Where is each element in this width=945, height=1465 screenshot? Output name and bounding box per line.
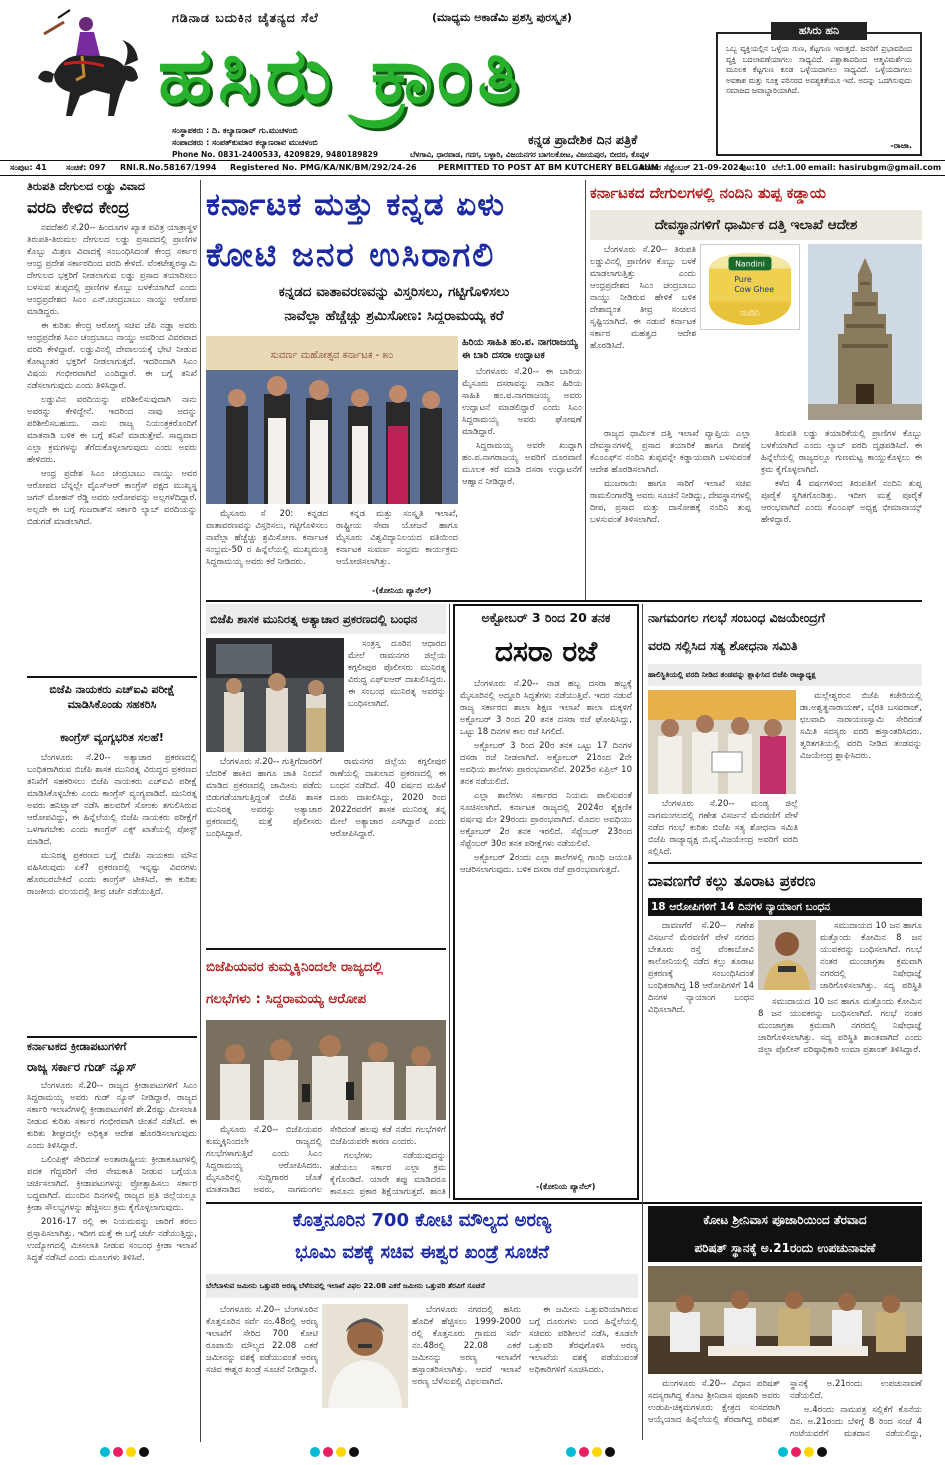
lead-side-body: [462, 366, 582, 584]
nagamangala-body: [648, 798, 798, 856]
ghee-para: ರಾಜ್ಯದ ಧಾರ್ಮಿಕ ದತ್ತಿ ಇಲಾಖೆ ವ್ಯಾಪ್ತಿಯ ಎಲ್ಲಾ ದೇವಸ್ಥಾನಗಳಲ್ಲಿ ಪ್ರಸಾದ ತಯಾರಿಕೆ ಹಾಗೂ ದೀಪಕ್ಕೆ ಕೆಎಂಎಫ್‌ನ ನಂದಿನಿ ತುಪ್ಪವನ್ನೇ ಕಡ್ಡಾಯವಾಗಿ ಬಳಸುವಂತೆ ಆದೇಶ ಹೊರಡಿಸಲಾಗಿದೆ.: [590, 429, 751, 475]
column-rule: [642, 604, 643, 1440]
lead-photo-banner: ಸುವರ್ಣ ಮಹೋತ್ಸವ ಕರ್ನಾಟಕ - ೫೦: [270, 350, 394, 361]
lead-side-para: ಬೆಂಗಳೂರು ಸೆ.20-- ಈ ಬಾರಿಯ ಮೈಸೂರು ದಸರಾವನ್ನು ನಾಡಿನ ಹಿರಿಯ ಸಾಹಿತಿ ಹಂ.ಪ.ನಾಗರಾಜಯ್ಯ ಅವರು ಉದ್ಘಾಟನೆ ಮಾಡಲಿದ್ದಾರೆ ಎಂದು ಸಿಎಂ ಸಿದ್ದರಾಮಯ್ಯ ಅವರು ಘೋಷಣೆ ಮಾಡಿದ್ದಾರೆ.: [462, 367, 582, 437]
registration-dot: [310, 1447, 320, 1457]
masthead: [0, 0, 945, 158]
riots-body: [206, 1124, 446, 1198]
dasara-para: ಬೆಂಗಳೂರು ಸೆ.20-- ನಾಡ ಹಬ್ಬ ದಸರಾ ಹಬ್ಬಕ್ಕೆ ಮೈಸೂರಿನಲ್ಲಿ ಅದ್ದೂರಿ ಸಿದ್ಧತೆಗಳು ನಡೆಯುತ್ತಿವೆ. ಇದರ ನಡುವೆ ರಾಜ್ಯ ಸರ್ಕಾರದ ಶಾಲಾ ಶಿಕ್ಷಣ ಇಲಾಖೆ ಶಾಲಾ ಮಕ್ಕಳಿಗೆ ಅಕ್ಟೋಬರ್ 3 ರಿಂದ 20 ತನಕ ದಸರಾ ರಜೆ ಘೋಷಿಸಿದ್ದು, ಒಟ್ಟು 18 ದಿನಗಳ ಕಾಲ ರಜೆ ಸಿಗಲಿದೆ.: [460, 679, 632, 737]
masthead-founder: ಸಂಸ್ಥಾಪಕರು : ದಿ. ಕಲ್ಯಾಣರಾವ್ ಗು.ಮುಚಳಂಬಿ: [172, 126, 298, 135]
registration-dot: [605, 1447, 615, 1457]
kota-para: ಅ.4ರಂದು ನಾಮಪತ್ರ ಸಲ್ಲಿಕೆಗೆ ಕೊನೆಯ ದಿನ. ಅ.21ರಂದು ಬೆಳಿಗ್ಗೆ 8 ರಿಂದ ಸಂಜೆ 4 ಗಂಟೆಯವರೆಗೆ ಮತದಾನ ನಡೆಯಲಿದ್ದು,: [790, 1405, 922, 1439]
kota-headline-2: ಪರಿಷತ್ ಸ್ಥಾನಕ್ಕೆ ಅ.21ರಂದು ಉಪಚುನಾವಣೆ: [648, 1234, 922, 1262]
lead-para: ಕನ್ನಡ ಮತ್ತು ಸಂಸ್ಕೃತಿ ಇಲಾಖೆ, ರಾಷ್ಟ್ರೀಯ ಸೇವಾ ಯೋಜನೆ ಹಾಗೂ ಮೈಸೂರು ವಿಶ್ವವಿದ್ಯಾನಿಲಯದ ವತಿಯಿಂದ ಕರ್ನಾಟಕ ಸುವರ್ಣ ಸಂಭ್ರಮ ಕಾರ್ಯಕ್ರಮ ಆಯೋಜಿಸಲಾಗಿತ್ತು.: [336, 509, 458, 567]
sports-body: [27, 1080, 197, 1440]
masthead-editor: ಸಂಪಾದಕರು : ಸಂಪತ್‌ಕುಮಾರ ಕಲ್ಯಾಣರಾವ ಮುಚಳಂಬಿ: [172, 138, 318, 147]
munirathna-para: ಸಂತ್ರಸ್ತ ದೂರಿನ ಆಧಾರದ ಮೇಲೆ ರಾಮನಗರ ಜಿಲ್ಲೆಯ ಕಗ್ಗಲೀಪುರ ಪೊಲೀಸರು ಮುನಿರತ್ನ ವಿರುದ್ಧ ಎಫ್‌ಐಆರ್ ದಾಖಲಿಸಿದ್ದರು. ಈ ಸಂಬಂಧ ಮುನಿರತ್ನ ಅವರನ್ನು ಬಂಧಿಸಲಾಗಿದೆ.: [348, 639, 446, 709]
davanagere-para: ಸಮುದಾಯದ 10 ಜನ ಹಾಗೂ ಮತ್ತೊಂದು ಕೋಮಿನ 8 ಜನ ಯುವಕರನ್ನು ಬಂಧಿಸಲಾಗಿದೆ. ಗಲಭೆ ನಂತರ ಮುಂಜಾಗ್ರತಾ ಕ್ರಮವಾಗಿ ನಗರದಲ್ಲಿ ನಿಷೇಧಾಜ್ಞೆ ಜಾರಿಗೊಳಿಸಲಾಗಿತ್ತು. ಸದ್ಯ ಪರಿಸ್ಥಿತಿ ಶಾಂತವಾಗಿದೆ ಎಂದು ಜಿಲ್ಲಾ ಪೊಲೀಸ್ ವರಿಷ್ಠಾಧಿಕಾರಿ ಉಮಾ ಪ್ರಶಾಂತ್ ತಿಳಿಸಿದ್ದಾರೆ.: [758, 997, 922, 1055]
masthead-districts: ಬೆಳಗಾವಿ, ಧಾರವಾಡ, ಗದಗ, ಬಳ್ಳಾರಿ, ವಿಜಯನಗರ ಬಾಗಲಕೋಟ, ವಿಜಯಪುರ, ಬೀದರ, ಕೊಪ್ಪಳ: [410, 150, 649, 159]
dasara-credit: -(ಕೋನಿಯ ಪ್ಯಾನೆಲ್): [536, 1182, 596, 1191]
tirupati-para: ಲಡ್ಡುವಿನ ವರದಿಯನ್ನು ಪರಿಶೀಲಿಸುವುದಾಗಿ ನಾನು ಅವರನ್ನು ಕೇಳಿದ್ದೇನೆ. ಇದರಿಂದ ನಾವು ಅದನ್ನು ಪರಿಶೀಲಿಸಬಹುದು. ನಾನು ರಾಜ್ಯ ನಿಯಂತ್ರಕರೊಂದಿಗೆ ಮಾತನಾಡಿ ಬಳಿಕ ಈ ಬಗ್ಗೆ ತನಿಖೆ ಮಾಡುತ್ತೇವೆ. ಸಾಧ್ಯವಾದ ಎಲ್ಲಾ ಕ್ರಮಗಳನ್ನು ತೆಗೆದುಕೊಳ್ಳಲಾಗುವುದು ಎಂದು ಅವರು ಹೇಳಿದರು.: [27, 395, 197, 465]
sports-headline: ರಾಜ್ಯ ಸರ್ಕಾರ ಗುಡ್ ನ್ಯೂಸ್: [27, 1060, 137, 1074]
quote-box-title: ಹಸಿರು ಹನಿ: [771, 22, 867, 40]
kota-photo: [648, 1266, 922, 1374]
tirupati-body: [27, 222, 197, 672]
davanagere-body-2: [820, 920, 922, 992]
sports-para: ಒಲಿಂಪಿಕ್ಸ್ ಸೇರಿದಂತೆ ಅಂತಾರಾಷ್ಟ್ರೀಯ ಕ್ರೀಡಾಕೂಟಗಳಲ್ಲಿ ಪದಕ ಗೆದ್ದವರಿಗೆ ನೇರ ನೇಮಕಾತಿ ನೀಡುವ ಬಗ್ಗೆಯೂ ಚರ್ಚಿಸಲಾಗಿದೆ. ಕ್ರೀಡಾಪಟುಗಳನ್ನು ಪ್ರೋತ್ಸಾಹಿಸಲು ಸರ್ಕಾರ ಬದ್ಧವಾಗಿದೆ. ಮುಂದಿನ ದಿನಗಳಲ್ಲಿ ರಾಜ್ಯದ ಪ್ರತಿ ಜಿಲ್ಲೆಯಲ್ಲೂ ಕ್ರೀಡಾ ಸೌಲಭ್ಯಗಳನ್ನು ಹೆಚ್ಚಿಸಲು ಕ್ರಮ ಕೈಗೊಳ್ಳಲಾಗುವುದು.: [27, 1155, 197, 1213]
munirathna-headline: ಬಿಜೆಪಿ ಶಾಸಕ ಮುನಿರತ್ನ ಅತ್ಯಾಚಾರ ಪ್ರಕರಣದಲ್ಲಿ ಬಂಧನ: [206, 604, 446, 634]
forest-photo: [322, 1304, 408, 1408]
nagamangala-photo: [648, 690, 796, 794]
ghee-body: [590, 428, 922, 596]
kota-headline-1: ಕೋಟ ಶ್ರೀನಿವಾಸ ಪೂಜಾರಿಯಿಂದ ತೆರವಾದ: [648, 1206, 922, 1234]
bjp-hiv-subhead: ಕಾಂಗ್ರೆಸ್ ವ್ಯಂಗ್ಯಭರಿತ ಸಲಹೆ!: [60, 731, 164, 744]
forest-para: ಈ ಜಮೀನು ಒತ್ತುವರಿಯಾಗಿರುವ ಬಗ್ಗೆ ದೂರುಗಳು ಬಂದ ಹಿನ್ನೆಲೆಯಲ್ಲಿ ಸಚಿವರು ಪರಿಶೀಲನೆ ನಡೆಸಿ, ಕೂಡಲೇ ಒತ್ತುವರಿ ತೆರವುಗೊಳಿಸಿ ಅರಣ್ಯ ಇಲಾಖೆಯ ವಶಕ್ಕೆ ಪಡೆಯುವಂತೆ ಅಧಿಕಾರಿಗಳಿಗೆ ಸೂಚಿಸಿದರು.: [529, 1305, 638, 1375]
registration-dot: [100, 1447, 110, 1457]
column-rule: [449, 604, 450, 1198]
divider: [206, 948, 446, 950]
divider: [27, 676, 197, 678]
registration-dot: [778, 1447, 788, 1457]
tirupati-para: ನವದೆಹಲಿ ಸೆ.20-- ಹಿಂದೂಗಳ ಖ್ಯಾತ ಪವಿತ್ರ ಯಾತ್ರಾಸ್ಥಳ ತಿರುಪತಿ-ತಿರುಮಲ ದೇಗುಲದ ಲಡ್ಡು ಪ್ರಸಾದದಲ್ಲಿ ಪ್ರಾಣಿಗಳ ಕೊಬ್ಬು ಮಿಶ್ರಣ ವಿವಾದಕ್ಕೆ ಸಂಬಂಧಿಸಿದಂತೆ ಕೇಂದ್ರ ಸರ್ಕಾರ ಆಂಧ್ರ ಪ್ರದೇಶ ಸರ್ಕಾರದಿಂದ ವರದಿ ಕೇಳಿದೆ. ವೆಂಕಟೇಶ್ವರಸ್ವಾಮಿ ದೇಗುಲದ ಭಕ್ತರಿಗೆ ನೀಡಲಾಗುವ ಲಡ್ಡು ಪ್ರಸಾದ ತಯಾರಿಸಲು ಬಳಸುವ ತುಪ್ಪದಲ್ಲಿ ಪ್ರಾಣಿಗಳ ಕೊಬ್ಬು ಬಳಕೆಯಾಗಿದೆ ಎಂದು ಆಂಧ್ರಪ್ರದೇಶದ ಸಿಎಂ ಎನ್.ಚಂದ್ರಬಾಬು ನಾಯ್ಡು ಆರೋಪ ಮಾಡಿದ್ದರು.: [27, 223, 197, 317]
nagamangala-subhead: ಹಾಲಿಸ್ಥಿತಿಯಲ್ಲಿ ವರದಿ ನೀಡಿದ ತಂಡವನ್ನು ಶ್ಲಾಘಿಸಿದ ಬಿಜೆಪಿ ರಾಜ್ಯಾಧ್ಯಕ್ಷ: [648, 664, 922, 686]
davanagere-photo: [758, 920, 816, 990]
nagamangala-body-side: [800, 690, 922, 822]
registration-dot: [126, 1447, 136, 1457]
bjp-hiv-body: [27, 752, 197, 1032]
dasara-para: ಎಲ್ಲಾ ಶಾಲೆಗಳು ಸರ್ಕಾರದ ನಿಯಮ ಪಾಲಿಸುವಂತೆ ಸೂಚಿಸಲಾಗಿದೆ. ಕರ್ನಾಟಕ ರಾಜ್ಯದಲ್ಲಿ 2024ರ ಶೈಕ್ಷಣಿಕ ವರ್ಷವು ಮೇ 29ರಂದು ಪ್ರಾರಂಭವಾಗಿದೆ. ಮೊದಲ ಅವಧಿಯು ಅಕ್ಟೋಬರ್ 2ರ ತನಕ ಇರಲಿದೆ. ಸೆಪ್ಟೆಂಬರ್ 23ರಿಂದ ಸೆಪ್ಟೆಂಬರ್ 30ರ ತನಕ ಪರೀಕ್ಷೆಗಳು ನಡೆಯಲಿವೆ.: [460, 791, 632, 849]
divider: [206, 1202, 922, 1204]
ghee-headline: ಕರ್ನಾಟಕದ ದೇಗುಲಗಳಲ್ಲಿ ನಂದಿನಿ ತುಪ್ಪ ಕಡ್ಡಾಯ: [590, 184, 826, 202]
lead-deck-1: ಕನ್ನಡದ ವಾತಾವರಣವನ್ನು ವಿಸ್ತರಿಸಲು, ಗಟ್ಟಿಗೊಳಿಸಲು: [278, 284, 510, 300]
info-permit: PERMITTED TO POST AT BM KUTCHERY BELGAUM: [438, 163, 659, 172]
ghee-label-cow: Cow Ghee: [734, 284, 775, 294]
forest-body-1: [206, 1304, 318, 1440]
divider: [27, 1036, 197, 1038]
ghee-para: ಕಳೆದ 4 ವರ್ಷಗಳಿಂದ ತಿರುಪತಿಗೆ ನಂದಿನಿ ತುಪ್ಪ ಪೂರೈಕೆ ಸ್ಥಗಿತಗೊಂಡಿತ್ತು. ಇದೀಗ ಮತ್ತೆ ಪೂರೈಕೆ ಆರಂಭವಾಗಿದೆ ಎಂದು ಕೆಎಂಎಫ್ ಅಧ್ಯಕ್ಷ ಭೀಮಾನಾಯ್ಕ್ ಹೇಳಿದ್ದಾರೆ.: [761, 479, 922, 525]
ghee-body-left: [590, 244, 696, 424]
info-reg: Registered No. PMG/KA/NK/BM/292/24-26: [230, 163, 417, 172]
ghee-label-kannada: ನಂದಿನಿ: [740, 308, 760, 319]
masthead-subtitle: ಕನ್ನಡ ಪ್ರಾದೇಶಿಕ ದಿನ ಪತ್ರಿಕೆ: [528, 132, 638, 147]
dasara-headline: ದಸರಾ ರಜೆ: [494, 635, 598, 668]
forest-headline-1: ಕೊತ್ತನೂರಿನ 700 ಕೋಟಿ ಮೌಲ್ಯದ ಅರಣ್ಯ: [292, 1210, 552, 1231]
info-rni: RNI.R.No.58167/1994: [120, 163, 217, 172]
kota-para: ಮಂಗಳೂರು ಸೆ.20-- ವಿಧಾನ ಪರಿಷತ್ ಸದಸ್ಯರಾಗಿದ್ದ ಕೋಟ ಶ್ರೀನಿವಾಸ ಪೂಜಾರಿ ಅವರು ಉಡುಪಿ-ಚಿಕ್ಕಮಗಳೂರು ಕ್ಷೇತ್ರದ ಸಂಸದರಾಗಿ ಆಯ್ಕೆಯಾದ ಹಿನ್ನೆಲೆಯಲ್ಲಿ ತೆರವಾಗಿದ್ದ ಪರಿಷತ್ ಸ್ಥಾನಕ್ಕೆ ಅ.21ರಂದು ಉಪಚುನಾವಣೆ ನಡೆಯಲಿದೆ.: [648, 1379, 922, 1425]
dasara-kicker: ಅಕ್ಟೋಬರ್ 3 ರಿಂದ 20 ತನಕ: [481, 610, 611, 625]
masthead-phone: Phone No. 0831-2400533, 4209829, 9480189829: [172, 150, 379, 159]
column-rule: [200, 180, 201, 1442]
registration-dot: [323, 1447, 333, 1457]
davanagere-para: ಸಮುದಾಯದ 10 ಜನ ಹಾಗೂ ಮತ್ತೊಂದು ಕೋಮಿನ 8 ಜನ ಯುವಕರನ್ನು ಬಂಧಿಸಲಾಗಿದೆ. ಗಲಭೆ ನಂತರ ಮುಂಜಾಗ್ರತಾ ಕ್ರಮವಾಗಿ ನಗರದಲ್ಲಿ ನಿಷೇಧಾಜ್ಞೆ ಜಾರಿಗೊಳಿಸಲಾಗಿತ್ತು. ಸದ್ಯ ಪರಿಸ್ಥಿತಿ: [820, 921, 922, 991]
registration-dot: [349, 1447, 359, 1457]
info-issue: ಸಂಚಿಕೆ: 097: [66, 163, 106, 172]
sports-para: 2016-17 ರಲ್ಲಿ ಈ ನಿಯಮವನ್ನು ಜಾರಿಗೆ ತರಲು ಪ್ರಸ್ತಾಪಿಸಲಾಗಿತ್ತು. ಇದೀಗ ಮತ್ತೆ ಈ ಬಗ್ಗೆ ಚರ್ಚೆ ನಡೆಯುತ್ತಿದ್ದು, ಉದ್ಯೋಗದಲ್ಲಿ ಮೀಸಲಾತಿ ನೀಡುವ ಸಂಬಂಧ ಕ್ರೀಡಾ ಇಲಾಖೆ ಸಿದ್ಧತೆ ನಡೆಸಿದೆ ಎಂದು ಮೂಲಗಳು ತಿಳಿಸಿವೆ.: [27, 1217, 197, 1263]
registration-dot: [579, 1447, 589, 1457]
lead-body: [206, 508, 458, 582]
forest-headline-2: ಭೂಮಿ ವಶಕ್ಕೆ ಸಚಿವ ಈಶ್ವರ ಖಂಡ್ರೆ ಸೂಚನೆ: [295, 1242, 549, 1263]
nagamangala-headline-2: ವರದಿ ಸಲ್ಲಿಸಿದ ಸತ್ಯ ಶೋಧನಾ ಸಮಿತಿ: [648, 638, 798, 653]
lead-side-caption: ಹಿರಿಯ ಸಾಹಿತಿ ಹಂ.ಪ. ನಾಗರಾಜಯ್ಯ ಈ ಬಾರಿ ದಸರಾ ಉದ್ಘಾಟಕ: [462, 337, 578, 361]
dasara-body: [460, 678, 632, 1178]
lead-headline-2: ಕೋಟಿ ಜನರ ಉಸಿರಾಗಲಿ: [206, 235, 496, 274]
sports-kicker: ಕರ್ನಾಟಕದ ಕ್ರೀಡಾಪಟುಗಳಿಗೆ: [27, 1040, 127, 1053]
registration-dot: [804, 1447, 814, 1457]
forest-body-2: [412, 1304, 638, 1440]
riots-headline-1: ಬಿಜೆಪಿಯವರ ಕುಮ್ಮಕ್ಕಿನಿಂದಲೇ ರಾಜ್ಯದಲ್ಲಿ: [206, 959, 383, 975]
lead-deck-2: ನಾವೆಲ್ಲಾ ಹೆಚ್ಚೆಚ್ಚು ಶ್ರಮಿಸೋಣ: ಸಿದ್ದರಾಮಯ್ಯ ಕರೆ: [284, 308, 504, 324]
lead-side-para: ಸಿದ್ದರಾಮಯ್ಯ ಅವರೇ ಖುದ್ದಾಗಿ ಹಂ.ಪ.ನಾಗರಾಜಯ್ಯ ಅವರಿಗೆ ದೂರವಾಣಿ ಮೂಲಕ ಕರೆ ಮಾಡಿ ದಸರಾ ಉದ್ಘಾಟನೆಗೆ ಆಹ್ವಾನ ನೀಡಿದ್ದಾರೆ.: [462, 441, 582, 487]
divider: [206, 600, 922, 602]
dasara-para: ಅಕ್ಟೋಬರ್ 3 ರಿಂದ 20ರ ತನಕ ಒಟ್ಟು 17 ದಿನಗಳ ದಸರಾ ರಜೆ ನೀಡಲಾಗಿದೆ. ಅಕ್ಟೋಬರ್ 21ರಿಂದ 2ನೇ ಅವಧಿಯ ಶಾಲೆಗಳು ಪ್ರಾರಂಭವಾಗಲಿವೆ. 2025ರ ಏಪ್ರಿಲ್ 10 ತನಕ ನಡೆಯಲಿದೆ.: [460, 741, 632, 787]
davanagere-body-3: [758, 996, 922, 1180]
ghee-product-photo: [700, 244, 800, 330]
bjp-hiv-para: ಮುನಿರತ್ನ ಪ್ರಕರಣದ ಬಗ್ಗೆ ಬಿಜೆಪಿ ನಾಯಕರು ಮೌನ ವಹಿಸಿರುವುದು ಏಕೆ? ಪ್ರಕರಣದಲ್ಲಿ ಇನ್ನಷ್ಟು ವಿವರಗಳು ಹೊರಬರಬೇಕಿದೆ ಎಂದು ಕಾಂಗ್ರೆಸ್ ಟೀಕಿಸಿದೆ. ಈ ಕುರಿತು ರಾಜಕೀಯ ವಲಯದಲ್ಲಿ ತೀವ್ರ ಚರ್ಚೆ ನಡೆಯುತ್ತಿದೆ.: [27, 851, 197, 897]
lead-photo: [206, 336, 458, 504]
davanagere-headline: ದಾವಣಗೆರೆ ಕಲ್ಲು ತೂರಾಟ ಪ್ರಕರಣ: [648, 872, 816, 890]
munirathna-para: ಬೆಂಗಳೂರು ಸೆ.20-- ಗುತ್ತಿಗೆದಾರರಿಗೆ ಬೆದರಿಕೆ ಹಾಕಿದ ಹಾಗೂ ಜಾತಿ ನಿಂದನೆ ಮಾಡಿದ ಪ್ರಕರಣದಲ್ಲಿ ಜಾಮೀನು ಪಡೆದು ಬಿಡುಗಡೆಯಾಗುತ್ತಿದ್ದಂತೆ ಬಿಜೆಪಿ ಶಾಸಕ ಮುನಿರತ್ನ ಅವರನ್ನು ಅತ್ಯಾಚಾರ ಪ್ರಕರಣದಲ್ಲಿ ಮತ್ತೆ ಪೊಲೀಸರು ಬಂಧಿಸಿದ್ದಾರೆ.: [206, 757, 322, 839]
ghee-brand: Nandini: [735, 259, 765, 269]
nagamangala-para: ಬೆಂಗಳೂರು ಸೆ.20-- ಮಂಡ್ಯ ಜಿಲ್ಲೆ ನಾಗಮಂಗಲದಲ್ಲಿ ಗಣೇಶ ವಿಸರ್ಜನೆ ಮೆರವಣಿಗೆ ವೇಳೆ ನಡೆದ ಗಲಭೆ ಕುರಿತು ಬಿಜೆಪಿ ಸತ್ಯ ಶೋಧನಾ ಸಮಿತಿ ಬಿಜೆಪಿ ರಾಜ್ಯಾಧ್ಯಕ್ಷ ಬಿ.ವೈ.ವಿಜಯೇಂದ್ರ ಅವರಿಗೆ ವರದಿ ಸಲ್ಲಿಸಿದೆ.: [648, 799, 798, 856]
masthead-title: ಹಸಿರು ಕ್ರಾಂತಿ: [158, 31, 525, 121]
munirathna-para: ರಾಮನಗರ ಜಿಲ್ಲೆಯ ಕಗ್ಗಲೀಪುರ ಠಾಣೆಯಲ್ಲಿ ದಾಖಲಾದ ಪ್ರಕರಣದಲ್ಲಿ ಈ ಬಂಧನ ನಡೆದಿದೆ. 40 ವರ್ಷದ ಮಹಿಳೆ ದೂರು ದಾಖಲಿಸಿದ್ದು, 2020 ರಿಂದ 2022ರವರೆಗೆ ಶಾಸಕ ಮುನಿರತ್ನ ತನ್ನ ಮೇಲೆ ಅತ್ಯಾಚಾರ ಎಸಗಿದ್ದಾರೆ ಎಂದು ಆರೋಪಿಸಿದ್ದಾರೆ.: [330, 757, 446, 839]
riots-headline-2: ಗಲಭೆಗಳು : ಸಿದ್ದರಾಮಯ್ಯ ಆರೋಪ: [206, 991, 367, 1007]
forest-para: ಬೆಂಗಳೂರು ನಗರದಲ್ಲಿ ಹಸಿರು ಹೊದಿಕೆ ಹೆಚ್ಚಿಸಲು 1999-2000 ರಲ್ಲಿ ಕೊತ್ತನೂರು ಗ್ರಾಮದ ಸರ್ವೆ ನಂ.48ರಲ್ಲಿ 22.08 ಎಕರೆ ಜಮೀನನ್ನು ಅರಣ್ಯ ಇಲಾಖೆಗೆ ಹಸ್ತಾಂತರಿಸಲಾಗಿತ್ತು. ಆದರೆ ಇಲಾಖೆ ಅರಣ್ಯ ಬೆಳೆಸುವಲ್ಲಿ ವಿಫಲವಾಗಿದೆ.: [412, 1305, 521, 1387]
ghee-label-pure: Pure: [734, 275, 752, 285]
forest-subhead: ಬೆಲೆಬಾಳುವ ಜಮೀನು ಒತ್ತುವರಿ ಅರಣ್ಯ ಬೆಳೆಸುವಲ್ಲಿ ಇಲಾಖೆ ವಿಫಲ 22.08 ಎಕರೆ ಜಮೀನು ಒತ್ತುವರಿ ತೆರವಿಗೆ ಸೂಚನೆ: [206, 1274, 638, 1298]
masthead-tagline: ಗಡಿನಾಡ ಬದುಕಿನ ಚೈತನ್ಯದ ಸೆಲೆ: [172, 10, 319, 25]
lead-headline-1: ಕರ್ನಾಟಕ ಮತ್ತು ಕನ್ನಡ ಏಳು: [206, 187, 505, 223]
registration-dot: [139, 1447, 149, 1457]
tirupati-kicker: ತಿರುಪತಿ ದೇಗುಲದ ಲಡ್ಡು ವಿವಾದ: [27, 180, 145, 193]
forest-para: ಬೆಂಗಳೂರು ಸೆ.20-- ಬೆಂಗಳೂರಿನ ಕೊತ್ತನೂರಿನ ಸರ್ವೆ ನಂ.48ರಲ್ಲಿ ಅರಣ್ಯ ಇಲಾಖೆಗೆ ಸೇರಿದ 700 ಕೋಟಿ ರೂಪಾಯಿ ಮೌಲ್ಯದ 22.08 ಎಕರೆ ಜಮೀನನ್ನು ವಶಕ್ಕೆ ಪಡೆಯುವಂತೆ ಅರಣ್ಯ ಸಚಿವ ಈಶ್ವರ ಖಂಡ್ರೆ ಸೂಚನೆ ನೀಡಿದ್ದಾರೆ.: [206, 1305, 318, 1375]
bjp-hiv-para: ಬೆಂಗಳೂರು ಸೆ.20-- ಅತ್ಯಾಚಾರ ಪ್ರಕರಣದಲ್ಲಿ ಬಂಧಿತರಾಗಿರುವ ಬಿಜೆಪಿ ಶಾಸಕ ಮುನಿರತ್ನ ವಿರುದ್ಧದ ಪ್ರಕರಣದ ತನಿಖೆಗೆ ಸಹಕರಿಸಲು ಬಿಜೆಪಿ ನಾಯಕರು ಎಚ್‌ಐವಿ ಪರೀಕ್ಷೆ ಮಾಡಿಸಿಕೊಳ್ಳಬೇಕು ಎಂದು ಕಾಂಗ್ರೆಸ್ ವ್ಯಂಗ್ಯವಾಡಿದೆ. ಮುನಿರತ್ನ ಅವರು ಹನಿಟ್ರ್ಯಾಪ್ ನಡೆಸಿ ಹಲವರಿಗೆ ಸೋಂಕು ತಗುಲಿಸಿರುವ ಆರೋಪವಿದ್ದು, ಈ ಹಿನ್ನೆಲೆಯಲ್ಲಿ ಬಿಜೆಪಿ ನಾಯಕರು ಪರೀಕ್ಷೆಗೆ ಒಳಗಾಗಬೇಕು ಎಂದು ಕಾಂಗ್ರೆಸ್ ಎಕ್ಸ್ ಖಾತೆಯಲ್ಲಿ ಪೋಸ್ಟ್ ಮಾಡಿದೆ.: [27, 753, 197, 847]
nagamangala-headline-1: ನಾಗಮಂಗಲ ಗಲಭೆ ಸಂಬಂಧ ವಿಜಯೇಂದ್ರಗೆ: [648, 610, 825, 625]
info-pages: ಪುಟ:10: [740, 163, 767, 172]
ghee-para: ಬೆಂಗಳೂರು ಸೆ.20-- ತಿರುಪತಿ ಲಡ್ಡುವಿನಲ್ಲಿ ಪ್ರಾಣಿಗಳ ಕೊಬ್ಬು ಬಳಕೆ ಮಾಡಲಾಗುತ್ತಿತ್ತು ಎಂದು ಆಂಧ್ರಪ್ರದೇಶದ ಸಿಎಂ ಚಂದ್ರಬಾಬು ನಾಯ್ಡು ನೀಡಿರುವ ಹೇಳಿಕೆ ಬಳಿಕ ದೇಶಾದ್ಯಂತ ತೀವ್ರ ಸಂಚಲನ ಸೃಷ್ಟಿಯಾಗಿದೆ. ಈ ನಡುವೆ ಕರ್ನಾಟಕ ಸರ್ಕಾರ ಮಹತ್ವದ ಆದೇಶ ಹೊರಡಿಸಿದೆ.: [590, 245, 696, 351]
ghee-subhead: ದೇವಸ್ಥಾನಗಳಿಗೆ ಧಾರ್ಮಿಕ ದತ್ತಿ ಇಲಾಖೆ ಆದೇಶ: [590, 210, 922, 240]
davanagere-para: ದಾವಣಗೆರೆ ಸೆ.20-- ಗಣೇಶ ವಿಸರ್ಜನೆ ಮೆರವಣಿಗೆ ವೇಳೆ ನಗರದ ಬೇತೂರು ರಸ್ತೆ ವೆಂಕಾಬೋವಿ ಕಾಲೋನಿಯಲ್ಲಿ ನಡೆದ ಕಲ್ಲು ತೂರಾಟ ಪ್ರಕರಣಕ್ಕೆ ಸಂಬಂಧಿಸಿದಂತೆ ಬಂಧಿತರಾಗಿದ್ದ 18 ಆರೋಪಿಗಳಿಗೆ 14 ದಿನಗಳ ನ್ಯಾಯಾಂಗ ಬಂಧನ ವಿಧಿಸಲಾಗಿದೆ.: [648, 921, 754, 1015]
divider: [648, 862, 922, 864]
lead-para: ಮೈಸೂರು ಸೆ 20: ಕನ್ನಡದ ವಾತಾವರಣವನ್ನು ವಿಸ್ತರಿಸಲು, ಗಟ್ಟಿಗೊಳಿಸಲು ನಾವೆಲ್ಲಾ ಹೆಚ್ಚೆಚ್ಚು ಶ್ರಮಿಸೋಣ. ಕರ್ನಾಟಕ ಸಂಭ್ರಮ-50 ರ ಹಿನ್ನೆಲೆಯಲ್ಲಿ ಮುಖ್ಯಮಂತ್ರಿ ಸಿದ್ದರಾಮಯ್ಯ ಅವರು ಕರೆ ನೀಡಿದರು.: [206, 509, 328, 567]
kota-body: [648, 1378, 922, 1440]
davanagere-body-1: [648, 920, 754, 1180]
munirathna-photo: [206, 638, 344, 752]
column-rule: [585, 180, 586, 600]
tirupati-para: ಆಂಧ್ರ ಪ್ರದೇಶ ಸಿಎಂ ಚಂದ್ರಬಾಬು ನಾಯ್ಡು ಅವರ ಆರೋಪದ ಬೆನ್ನಲ್ಲೇ ವೈಎಸ್‌ಆರ್ ಕಾಂಗ್ರೆಸ್ ಪಕ್ಷದ ಮುಖ್ಯಸ್ಥ ಜಗನ್ ಮೋಹನ್ ರೆಡ್ಡಿ ಅವರು ಆರೋಪವನ್ನು ಅಲ್ಲಗಳೆದಿದ್ದಾರೆ. ಅಲ್ಲದೇ ಈ ಬಗ್ಗೆ ಗುಜರಾತ್‌ನ ಸರ್ಕಾರಿ ಲ್ಯಾಬ್ ವರದಿಯನ್ನು ಬಿಡುಗಡೆ ಮಾಡಲಾಗಿದೆ.: [27, 469, 197, 527]
registration-dot: [113, 1447, 123, 1457]
registration-dot: [566, 1447, 576, 1457]
quote-box-text: ಒಬ್ಬ ವ್ಯಕ್ತಿಯಲ್ಲಿನ ಒಳ್ಳೆಯ ಗುಣ, ಕೆಟ್ಟಗುಣ ಇರುತ್ತದೆ. ಜನರಿಗೆ ಪ್ರಭಾವದಿಂದ ವ್ಯಕ್ತಿ ಬದಲಾವಣೆಯಾಗಲು ಸಾಧ್ಯವಿದೆ. ಪಶ್ಚಾತಾಪದಿಂದ ಆತ್ಮವಿಮರ್ಶೆಯ ಮೂಲಕ ಕೆಟ್ಟಗುಣ ಕೂಡ ಒಳ್ಳೆಯದಾಗಲು ಸಾಧ್ಯವಿದೆ. ಒಳ್ಳೆಯದಾಗಲು ಅವಕಾಶ ಮತ್ತು ಸೂಕ್ತ ಪರಿಸರದ ಅವಶ್ಯಕತೆಯೂ ಇದೆ. ಅದನ್ನು ಒದಗಿಸುವುದು ಸಮಾಜದ ಜವಾಬ್ದಾರಿಯಾಗಿದೆ.: [726, 44, 912, 95]
dasara-para: ಅಕ್ಟೋಬರ್ 2ರಂದು ಎಲ್ಲಾ ಶಾಲೆಗಳಲ್ಲಿ ಗಾಂಧಿ ಜಯಂತಿ ಆಚರಿಸಲಾಗುವುದು. ಬಳಿಕ ದಸರಾ ರಜೆ ಪ್ರಾರಂಭವಾಗುತ್ತದೆ.: [460, 853, 632, 875]
tirupati-headline: ವರದಿ ಕೇಳಿದ ಕೇಂದ್ರ: [27, 198, 130, 217]
quote-box-sign: -ರಾಜಾ.: [890, 141, 912, 150]
info-email: email: hasirubgm@gmail.com: [808, 163, 942, 172]
info-vol: ಸಂಪುಟ: 41: [10, 163, 47, 172]
registration-dot: [592, 1447, 602, 1457]
info-date: ಶನಿವಾರ ಸೆಪ್ಟೆಂಬರ್ 21-09-2024: [640, 163, 745, 172]
riots-photo: [206, 1020, 446, 1120]
ghee-para: ಮುಜರಾಯಿ ಹಾಗೂ ಸಾರಿಗೆ ಇಲಾಖೆ ಸಚಿವ ರಾಮಲಿಂಗಾರೆಡ್ಡಿ ಅವರು ಸೂಚನೆ ನೀಡಿದ್ದು, ದೇವಸ್ಥಾನಗಳಲ್ಲಿ ದೀಪ, ಪ್ರಸಾದ ಮತ್ತು ದಾಸೋಹಕ್ಕೆ ನಂದಿನಿ ತುಪ್ಪ ಬಳಸುವಂತೆ ತಿಳಿಸಲಾಗಿದೆ.: [590, 479, 751, 525]
lead-credit: -(ಕೋನಿಯ ಪ್ಯಾನೆಲ್): [372, 586, 432, 595]
registration-dot: [336, 1447, 346, 1457]
riots-para: ಮೈಸೂರು ಸೆ.20-- ಬಿಜೆಪಿಯವರ ಕುಮ್ಮಕ್ಕಿನಿಂದಲೇ ರಾಜ್ಯದಲ್ಲಿ ಗಲಭೆಗಳಾಗುತ್ತಿವೆ ಎಂದು ಸಿಎಂ ಸಿದ್ದರಾಮಯ್ಯ ಆರೋಪಿಸಿದರು. ಮೈಸೂರಿನಲ್ಲಿ ಸುದ್ದಿಗಾರರ ಜೊತೆ ಮಾತನಾಡಿದ ಅವರು, ನಾಗಮಂಗಲ ಸೇರಿದಂತೆ ಹಲವು ಕಡೆ ನಡೆದ ಗಲಭೆಗಳಿಗೆ ಬಿಜೆಪಿಯವರೇ ಕಾರಣ ಎಂದರು.: [206, 1125, 446, 1195]
registration-dot: [817, 1447, 827, 1457]
bjp-hiv-headline: ಬಿಜೆಪಿ ನಾಯಕರು ಎಚ್‌ಐವಿ ಪರೀಕ್ಷೆ ಮಾಡಿಸಿಕೊಂಡು ಸಹಕರಿಸಿ: [49, 683, 175, 711]
info-price: ಬೆಲೆ:1.00: [772, 163, 807, 172]
quote-box: [716, 24, 922, 156]
temple-photo: [808, 244, 922, 420]
davanagere-subhead: 18 ಆರೋಪಿಗಳಿಗೆ 14 ದಿನಗಳ ನ್ಯಾಯಾಂಗ ಬಂಧನ: [648, 898, 922, 916]
registration-dot: [791, 1447, 801, 1457]
ghee-para: ತಿರುಪತಿ ಲಡ್ಡು ತಯಾರಿಕೆಯಲ್ಲಿ ಪ್ರಾಣಿಗಳ ಕೊಬ್ಬು ಬಳಕೆಯಾಗಿದೆ ಎಂದು ಲ್ಯಾಬ್ ವರದಿ ದೃಢಪಡಿಸಿದೆ. ಈ ಹಿನ್ನೆಲೆಯಲ್ಲಿ ರಾಜ್ಯದಲ್ಲೂ ಗುಣಮಟ್ಟ ಕಾಯ್ದುಕೊಳ್ಳಲು ಈ ಕ್ರಮ ಕೈಗೊಳ್ಳಲಾಗಿದೆ.: [761, 429, 922, 475]
info-bar: [0, 160, 945, 176]
munirathna-side-body: [348, 638, 446, 754]
sports-para: ಬೆಂಗಳೂರು ಸೆ.20-- ರಾಜ್ಯದ ಕ್ರೀಡಾಪಟುಗಳಿಗೆ ಸಿಎಂ ಸಿದ್ದರಾಮಯ್ಯ ಅವರು ಗುಡ್ ನ್ಯೂಸ್ ನೀಡಿದ್ದಾರೆ. ರಾಜ್ಯದ ಸರ್ಕಾರಿ ಇಲಾಖೆಗಳಲ್ಲಿ ಕ್ರೀಡಾಪಟುಗಳಿಗೆ ಶೇ.2ರಷ್ಟು ಮೀಸಲಾತಿ ನೀಡುವ ಕುರಿತು ಸರ್ಕಾರ ಗಂಭೀರವಾಗಿ ಚಿಂತನೆ ನಡೆಸಿದೆ. ಈ ಕುರಿತು ಶೀಘ್ರದಲ್ಲೇ ಅಧಿಕೃತ ಆದೇಶ ಹೊರಡಿಸಲಾಗುವುದು ಎಂದು ತಿಳಿಸಿದ್ದಾರೆ.: [27, 1081, 197, 1151]
munirathna-body: [206, 756, 446, 946]
tirupati-para: ಈ ಕುರಿತು ಕೇಂದ್ರ ಆರೋಗ್ಯ ಸಚಿವ ಜೆಪಿ ನಡ್ಡಾ ಅವರು ಆಂಧ್ರಪ್ರದೇಶ ಸಿಎಂ ಚಂದ್ರಬಾಬು ನಾಯ್ಡು ಅವರಿಂದ ವಿವರವಾದ ವರದಿ ಕೇಳಿದ್ದಾರೆ. ಲಡ್ಡುವಿನಲ್ಲಿ ದೇವಾಲಯಕ್ಕೆ ಭೇಟಿ ನೀಡುವ ಕೋಟ್ಯಂತರ ಭಕ್ತರಿಗೆ ನೀಡಲಾಗುತ್ತದೆ. ಇದರಿಂದಾಗಿ ಸಿಎಂ ವಿಷಯ ಗಂಭೀರವಾಗಿದೆ ಎಂದಿದ್ದಾರೆ. ಈ ಬಗ್ಗೆ ತನಿಖೆ ನಡೆಸಲಾಗುವುದು ಎಂದು ತಿಳಿಸಿದ್ದಾರೆ.: [27, 321, 197, 391]
riots-para: ಗಲಭೆಗಳು ನಡೆಯುವುದನ್ನು ತಡೆಯಲು ಸರ್ಕಾರ ಎಲ್ಲಾ ಕ್ರಮ ಕೈಗೊಂಡಿದೆ. ಯಾರೇ ತಪ್ಪು ಮಾಡಿದರೂ ಕಾನೂನು ಪ್ರಕಾರ ಶಿಕ್ಷೆಯಾಗುತ್ತದೆ. ಶಾಂತಿ: [330, 1151, 446, 1197]
nagamangala-para: ಮಲ್ಲೇಶ್ವರಂನ ಬಿಜೆಪಿ ಕಚೇರಿಯಲ್ಲಿ ಡಾ.ಅಶ್ವತ್ಥನಾರಾಯಣ್, ಬೈರತಿ ಬಸವರಾಜ್, ಛಲವಾದಿ ನಾರಾಯಣಸ್ವಾಮಿ ಸೇರಿದಂತೆ ಸಮಿತಿ ಸದಸ್ಯರು ವರದಿ ಹಸ್ತಾಂತರಿಸಿದರು. ತ್ವರಿತಗತಿಯಲ್ಲಿ ವರದಿ ನೀಡಿದ ತಂಡವನ್ನು ವಿಜಯೇಂದ್ರ ಶ್ಲಾಘಿಸಿದರು.: [800, 691, 922, 761]
rider-logo: [24, 4, 144, 122]
masthead-recognition: (ಮಾಧ್ಯಮ ಅಕಾಡೆಮಿ ಪ್ರಶಸ್ತಿ ಪುರಸ್ಕೃತ): [432, 11, 572, 24]
